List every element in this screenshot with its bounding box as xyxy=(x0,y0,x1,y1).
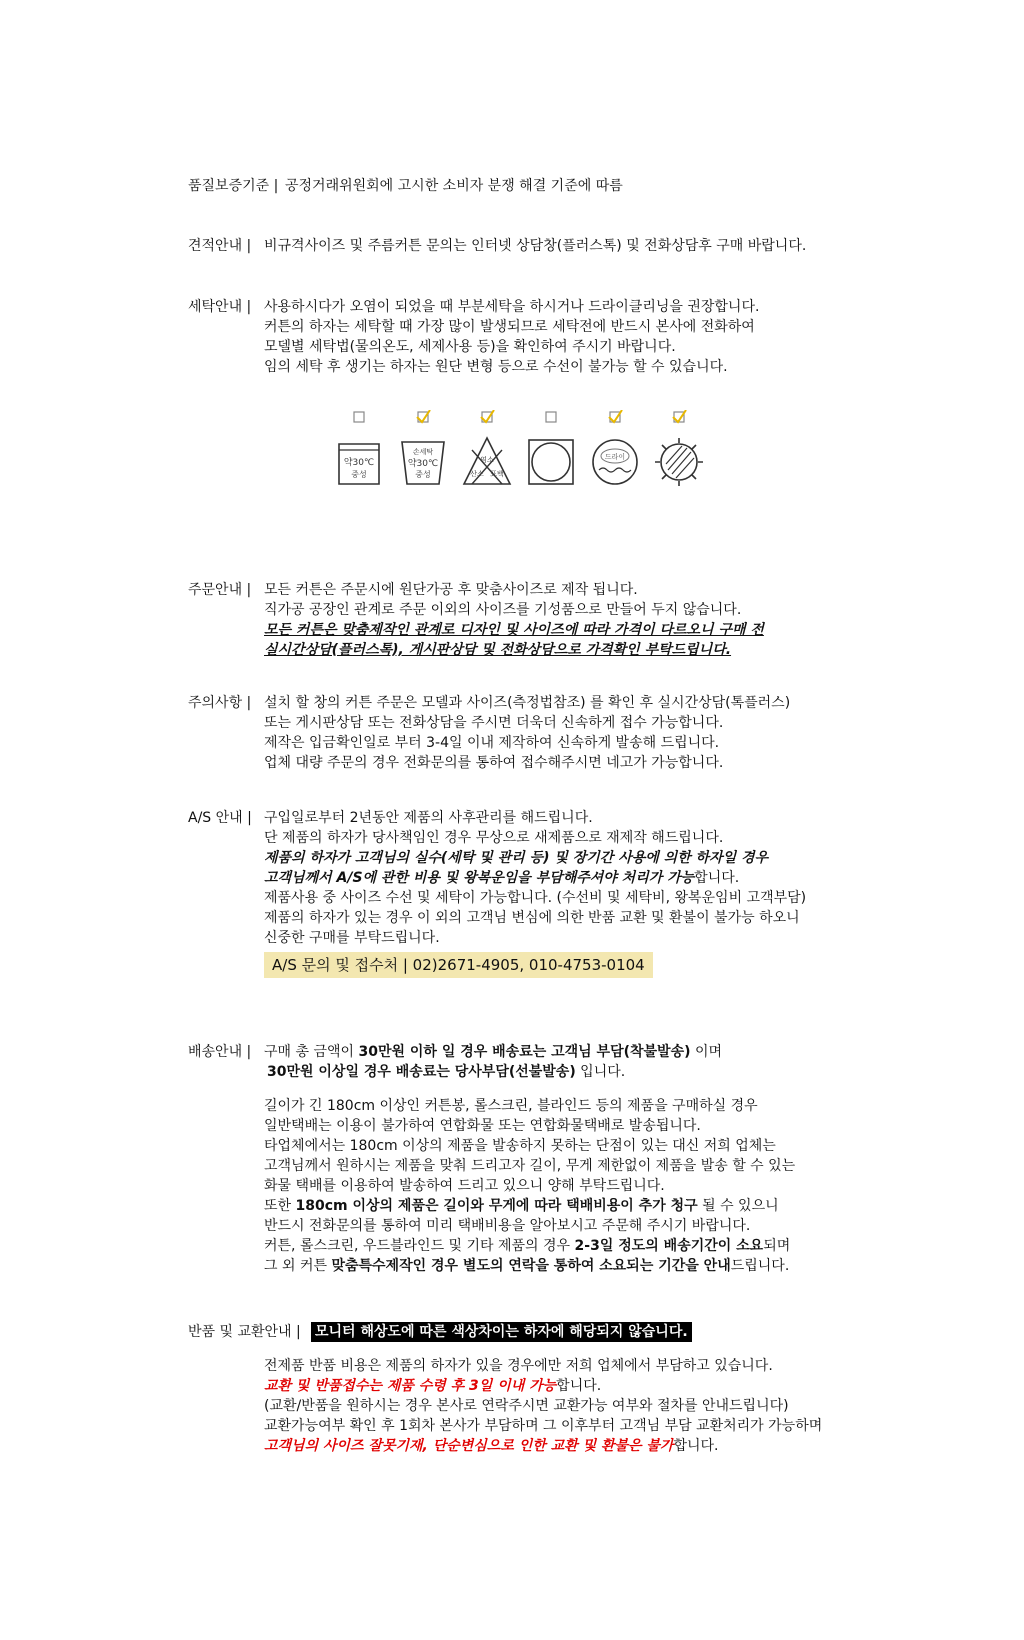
shipping-fee-line xyxy=(264,1042,964,1062)
shipping-line xyxy=(264,1196,964,1216)
shipping-section xyxy=(188,1042,964,1272)
svg-text:드라이: 드라이 xyxy=(604,453,626,461)
text: 커튼, 롤스크린, 우드블라인드 및 기타 제품의 경우 xyxy=(264,1238,575,1254)
washing-line: 모델별 세탁법(물의온도, 세제사용 등)을 확인하여 주시기 바랍니다. xyxy=(264,339,676,355)
returns-section xyxy=(188,1322,964,1462)
washing-line: 사용하시다가 오염이 되었을 때 부분세탁을 하시거나 드라이클리닝을 권장합니다. xyxy=(264,299,760,315)
text-bold: 30만원 이하 일 경우 배송료는 고객님 부담(착불발송) xyxy=(358,1044,691,1060)
quality-label: 품질보증기준 | xyxy=(188,178,279,194)
as-label: A/S 안내 | xyxy=(188,810,252,826)
quality-section xyxy=(188,176,964,196)
shipping-line: 길이가 긴 180cm 이상인 커튼봉, 롤스크린, 블라인드 등의 제품을 구매하실 경우 xyxy=(264,1098,758,1114)
shipping-line xyxy=(264,1236,964,1256)
svg-text:약30℃: 약30℃ xyxy=(343,458,375,468)
color-notice-badge: 모니터 해상도에 따른 색상차이는 하자에 해당되지 않습니다. xyxy=(311,1322,692,1342)
order-line: 직가공 공장인 관계로 주문 이외의 사이즈를 기성품으로 만들어 두지 않습니다. xyxy=(264,602,742,618)
order-emphasis-line: 모든 커튼은 맞춤제작인 관계로 디자인 및 사이즈에 따라 가격이 다르오니 구매 전 xyxy=(264,622,764,638)
as-line: 구입일로부터 2년동안 제품의 사후관리를 해드립니다. xyxy=(264,810,593,826)
tumble-dry-icon xyxy=(526,410,576,490)
caution-line: 또는 게시판상담 또는 전화상담을 주시면 더욱더 신속하게 접수 가능합니다. xyxy=(264,715,724,731)
text-bold: 맞춤특수제작인 경우 별도의 연락을 통하여 소요되는 기간을 안내 xyxy=(331,1258,731,1274)
as-emphasis-line-2 xyxy=(264,868,964,888)
washing-line: 임의 세탁 후 생기는 하자는 원단 변형 등으로 수선이 불가능 할 수 있습니다. xyxy=(264,359,728,375)
checkbox-unchecked xyxy=(354,412,364,422)
text-bold: 180cm 이상의 제품은 길이와 무게에 따라 택배비용이 추가 청구 xyxy=(295,1198,698,1214)
care-icons xyxy=(334,410,706,500)
as-emphasis-tail: 합니다. xyxy=(694,870,740,886)
shade-dry-icon xyxy=(654,410,704,490)
shipping-line: 고객님께서 원하시는 제품을 맞춰 드리고자 길이, 무게 제한없이 제품을 발송 할 수 있는 xyxy=(264,1158,796,1174)
returns-line xyxy=(264,1436,964,1456)
returns-line: (교환/반품을 원하시는 경우 본사로 연락주시면 교환가능 여부와 절차를 안내드립니다) xyxy=(264,1398,789,1414)
machine-wash-30-icon xyxy=(334,410,384,490)
text: 될 수 있으니 xyxy=(697,1198,779,1214)
text: 드립니다. xyxy=(730,1258,790,1274)
svg-text:약30℃: 약30℃ xyxy=(407,459,439,469)
svg-text:염소: 염소 xyxy=(480,456,494,464)
shipping-line: 화물 택배를 이용하여 발송하여 드리고 있으니 양해 부탁드립니다. xyxy=(264,1178,665,1194)
text: 그 외 커튼 xyxy=(264,1258,332,1274)
text-red: 고객님의 사이즈 잘못기재, 단순변심으로 인한 교환 및 환불은 불가 xyxy=(264,1438,674,1454)
order-label: 주문안내 | xyxy=(188,582,252,598)
shipping-line: 타업체에서는 180cm 이상의 제품을 발송하지 못하는 단점이 있는 대신 저희 업체는 xyxy=(264,1138,776,1154)
washing-line: 커튼의 하자는 세탁할 때 가장 많이 발생되므로 세탁전에 반드시 본사에 전화하여 xyxy=(264,319,755,335)
washing-label: 세탁안내 | xyxy=(188,299,252,315)
svg-text:표백: 표백 xyxy=(490,470,504,478)
as-section xyxy=(188,808,964,988)
svg-text:손세탁: 손세탁 xyxy=(412,448,434,456)
text: 합니다. xyxy=(556,1378,602,1394)
estimate-section xyxy=(188,236,964,256)
shipping-line: 일반택배는 이용이 불가하여 연합화물 또는 연합화물택배로 발송됩니다. xyxy=(264,1118,701,1134)
text: 합니다. xyxy=(673,1438,719,1454)
order-line: 모든 커튼은 주문시에 원단가공 후 맞춤사이즈로 제작 됩니다. xyxy=(264,582,638,598)
as-emphasis-line: 제품의 하자가 고객님의 실수(세탁 및 관리 등) 및 장기간 사용에 의한 하자일 경우 xyxy=(264,850,769,866)
order-emphasis-line: 실시간상담(플러스톡), 게시판상담 및 전화상담으로 가격확인 부탁드립니다. xyxy=(264,642,732,658)
shipping-fee-line xyxy=(264,1062,964,1082)
quality-text: 공정거래위원회에 고시한 소비자 분쟁 해결 기준에 따름 xyxy=(285,178,623,194)
text-bold: 30만원 이상일 경우 배송료는 당사부담(선불발송) xyxy=(267,1064,576,1080)
text: 또한 xyxy=(264,1198,296,1214)
caution-line: 제작은 입금확인일로 부터 3-4일 이내 제작하여 신속하게 발송해 드립니다. xyxy=(264,735,720,751)
text: 입니다. xyxy=(575,1064,626,1080)
estimate-label: 견적안내 | xyxy=(188,238,252,254)
text-red: 교환 및 반품접수는 제품 수령 후 3일 이내 가능 xyxy=(264,1378,557,1394)
caution-line: 설치 할 창의 커튼 주문은 모델과 사이즈(측정법참조) 를 확인 후 실시간상담(톡플러스) xyxy=(264,695,791,711)
shipping-label: 배송안내 | xyxy=(188,1044,252,1060)
caution-line: 업체 대량 주문의 경우 전화문의를 통하여 접수해주시면 네고가 가능합니다. xyxy=(264,755,724,771)
caution-section xyxy=(188,693,964,773)
returns-line xyxy=(264,1376,964,1396)
text: 되며 xyxy=(763,1238,791,1254)
svg-text:중성: 중성 xyxy=(351,470,367,479)
text: 구매 총 금액이 xyxy=(264,1044,359,1060)
hand-wash-30-icon xyxy=(398,410,448,490)
svg-text:산소: 산소 xyxy=(470,470,484,478)
text-bold: 2-3일 정도의 배송기간이 소요 xyxy=(574,1238,764,1254)
shipping-line xyxy=(264,1256,964,1276)
caution-label: 주의사항 | xyxy=(188,695,252,711)
returns-line: 전제품 반품 비용은 제품의 하자가 있을 경우에만 저희 업체에서 부담하고 있습니다. xyxy=(264,1358,773,1374)
as-emphasis-text: 고객님께서 A/S에 관한 비용 및 왕복운임을 부담해주셔야 처리가 가능 xyxy=(264,870,695,886)
as-line: 제품사용 중 사이즈 수선 및 세탁이 가능합니다. (수선비 및 세탁비, 왕복운임비 고객부담) xyxy=(264,890,807,906)
as-line: 신중한 구매를 부탁드립니다. xyxy=(264,930,440,946)
text: 이며 xyxy=(690,1044,723,1060)
returns-line: 교환가능여부 확인 후 1회차 본사가 부담하며 그 이후부터 고객님 부담 교환처리가 가능하며 xyxy=(264,1418,823,1434)
shipping-line: 반드시 전화문의를 통하여 미리 택배비용을 알아보시고 주문해 주시기 바랍니다. xyxy=(264,1218,751,1234)
dry-clean-icon xyxy=(590,410,640,490)
washing-section xyxy=(188,297,964,387)
estimate-text: 비규격사이즈 및 주름커튼 문의는 인터넷 상담창(플러스톡) 및 전화상담후 구매 바랍니다. xyxy=(264,238,807,254)
returns-label: 반품 및 교환안내 | xyxy=(188,1324,301,1340)
as-contact-box: A/S 문의 및 접수처 | 02)2671-4905, 010-4753-0104 xyxy=(264,952,653,978)
svg-text:중성: 중성 xyxy=(415,470,431,479)
as-line: 제품의 하자가 있는 경우 이 외의 고객님 변심에 의한 반품 교환 및 환불이 불가능 하오니 xyxy=(264,910,800,926)
as-line: 단 제품의 하자가 당사책임인 경우 무상으로 새제품으로 재제작 해드립니다. xyxy=(264,830,724,846)
order-section xyxy=(188,580,964,660)
no-bleach-icon xyxy=(462,410,512,490)
